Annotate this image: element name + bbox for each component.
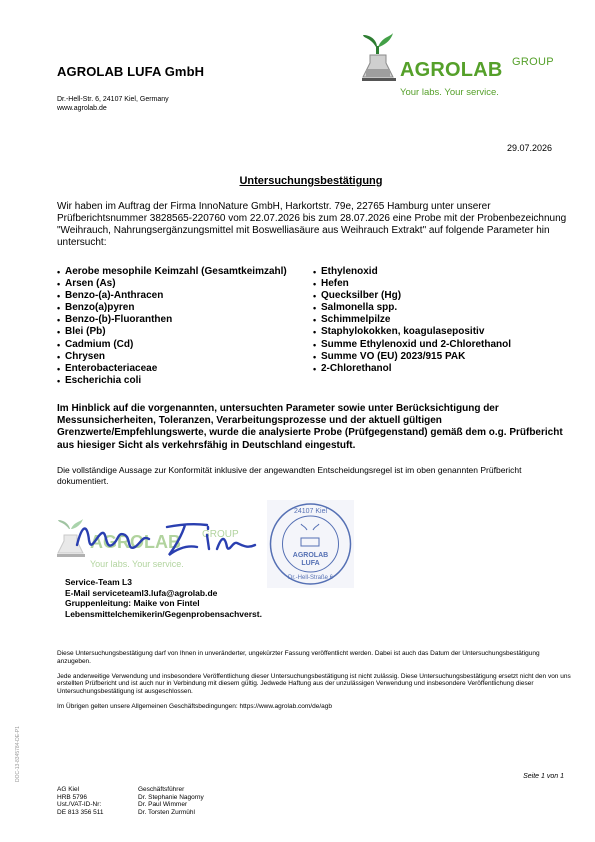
bullet-icon: • (313, 267, 317, 277)
stamp-line2: LUFA (301, 560, 320, 567)
parameter-item: • Schimmelpilze (313, 314, 391, 326)
document-title (0, 175, 595, 187)
title-text: Untersuchungsbestätigung (239, 175, 383, 187)
service-team: Service-Team L3 (65, 577, 132, 587)
faded-logo-wordmark: AGROLAB (90, 532, 181, 552)
bullet-icon: • (313, 279, 317, 290)
logo-wordmark: AGROLAB (400, 59, 503, 81)
bullet-icon: • (313, 315, 317, 326)
disclaimers (57, 650, 572, 718)
footer-manager: Dr. Paul Wimmer (138, 801, 188, 809)
parameter-item: • Hefen (313, 278, 349, 290)
company-address (57, 96, 169, 113)
bullet-icon: • (57, 315, 61, 326)
parameter-item: • 2-Chlorethanol (313, 362, 392, 374)
page-number: Seite 1 von 1 (523, 773, 564, 780)
parameter-item: • Cadmium (Cd) (57, 338, 134, 350)
bullet-icon: • (57, 291, 61, 302)
footer-management (138, 786, 204, 816)
contact-block (65, 577, 262, 619)
bullet-icon: • (57, 351, 61, 362)
contact-email: E-Mail serviceteaml3.lufa@agrolab.de (65, 587, 218, 598)
stamp-top-text: 24107 Kiel (293, 508, 328, 515)
logo-slogan: Your labs. Your service. (400, 87, 499, 98)
handwritten-signature (57, 505, 272, 565)
bullet-icon: • (57, 339, 61, 350)
parameter-item: • Ethylenoxid (313, 266, 378, 277)
footer-manager: Dr. Stephanie Nagorny (138, 793, 204, 801)
parameter-item: • Benzo-(a)-Anthracen (57, 290, 164, 302)
lab-flask-icon (362, 33, 400, 83)
bullet-icon: • (57, 267, 61, 277)
document-date: 29.07.2026 (506, 143, 552, 153)
footer-vat-number: DE 813 356 511 (57, 808, 104, 816)
parameter-item: • Summe Ethylenoxid und 2-Chlorethanol (313, 338, 512, 350)
parameter-item: • Enterobacteriaceae (57, 362, 158, 374)
faded-logo-slogan: Your labs. Your service. (90, 559, 184, 569)
parameter-item: • Chrysen (57, 350, 106, 362)
bullet-icon: • (57, 363, 61, 374)
disclaimer-terms: Im Übrigen gelten unsere Allgemeinen Geschäftsbedingungen: https://www.agrolab.com/de/agb (57, 702, 332, 710)
parameter-item: • Benzo-(b)-Fluoranthen (57, 314, 173, 326)
parameter-item: • Escherichia coli (57, 374, 142, 386)
footer-registration (57, 786, 104, 816)
footer-court: AG Kiel (57, 786, 80, 793)
bullet-icon: • (313, 363, 317, 374)
bullet-icon: • (313, 303, 317, 314)
parameter-item: • Blei (Pb) (57, 326, 106, 338)
parameter-item: • Salmonella spp. (313, 302, 398, 314)
bullet-icon: • (57, 279, 61, 290)
footer-manager: Dr. Torsten Zurmühl (138, 808, 195, 816)
parameter-item: • Aerobe mesophile Keimzahl (Gesamtkeimzahl) (57, 266, 287, 277)
parameter-list-left (57, 266, 287, 387)
disclaimer-publication: Diese Untersuchungsbestätigung darf von Ihnen in unveränderter, ungekürzter Fassung veröffentlicht werden. Dabei ist auch das Datum der Untersuchungsbestätigung anzugeben. (57, 650, 540, 665)
parameter-item: • Arsen (As) (57, 278, 116, 290)
agrolab-logo (362, 33, 562, 101)
company-name: AGROLAB LUFA GmbH (57, 64, 205, 79)
address-website: www.agrolab.de (57, 104, 107, 112)
official-stamp (267, 500, 354, 588)
footer-vat-label: Ust./VAT-ID-Nr: (57, 801, 102, 809)
bullet-icon: • (57, 375, 61, 386)
bullet-icon: • (57, 303, 61, 314)
contact-role: Lebensmittelchemikerin/Gegenprobensachverst. (65, 608, 262, 619)
conclusion-paragraph: Im Hinblick auf die vorgenannten, untersuchten Parameter sowie unter Berücksichtigung der Messunsicherheiten, Toleranzen, Verarbeitungsprozesse und der aktuell gültigen Grenzwerte/Empfehlungswerte, wurde die analysierte Probe (Prüfgegenstand) gemäß dem o.g. Prüfbericht aus hiesiger Sicht als verkehrsfähig in Deutschland eingestuft. (57, 403, 563, 451)
parameter-item: • Benzo(a)pyren (57, 302, 135, 314)
footer-hrb: HRB 5796 (57, 793, 87, 801)
bullet-icon: • (313, 291, 317, 302)
parameter-list-right (313, 266, 511, 375)
parameter-item: • Summe VO (EU) 2023/915 PAK (313, 350, 466, 362)
bullet-icon: • (313, 351, 317, 362)
document-code: DOC-13-8345784-DE-P1 (15, 726, 21, 782)
bullet-icon: • (57, 327, 61, 338)
faded-logo-group: GROUP (202, 529, 239, 540)
stamp-line1: AGROLAB (292, 552, 329, 559)
address-street: Dr.-Hell-Str. 6, 24107 Kiel, Germany (57, 96, 169, 103)
footer-management-label: Geschäftsführer (138, 786, 185, 793)
stamp-bottom-text: Dr.-Hell-Straße 6 (287, 575, 333, 581)
bullet-icon: • (313, 339, 317, 350)
conformity-note: Die vollständige Aussage zur Konformität inklusive der angewandten Entscheidungsregel ist im oben genannten Prüfbericht dokumentiert. (57, 465, 522, 486)
disclaimer-usage: Jede anderweitige Verwendung und insbesondere Veröffentlichung dieser Untersuchungsbestätigung ist nicht zulässig. Diese Untersuchungsbestätigung ersetzt nicht den von uns erstellten Prüfbericht und ist auch nur in Verbindung mit diesem gültig. Jedwede Haftung aus der unzulässigen Verwendung und insbesondere Veröffentlichung dieser Untersuchungsbestätigung ist ausgeschlossen. (57, 672, 571, 696)
group-lead: Gruppenleitung: Maike von Fintel (65, 598, 200, 608)
logo-group-text: GROUP (512, 56, 554, 68)
parameter-item: • Staphylokokken, koagulasepositiv (313, 326, 485, 338)
bullet-icon: • (313, 327, 317, 338)
intro-paragraph: Wir haben im Auftrag der Firma InnoNature GmbH, Harkortstr. 79e, 22765 Hamburg unter unserer Prüfberichtsnummer 3828565-220760 vom 22.07.2026 bis zum 28.07.2026 eine Probe mit der Probenbezeichnung "Weihrauch, Nahrungsergänzungsmittel mit Boswelliasäure aus Weihrauch Extrakt" auf folgende Parameter hin untersucht: (57, 201, 567, 248)
parameter-item: • Quecksilber (Hg) (313, 290, 402, 302)
